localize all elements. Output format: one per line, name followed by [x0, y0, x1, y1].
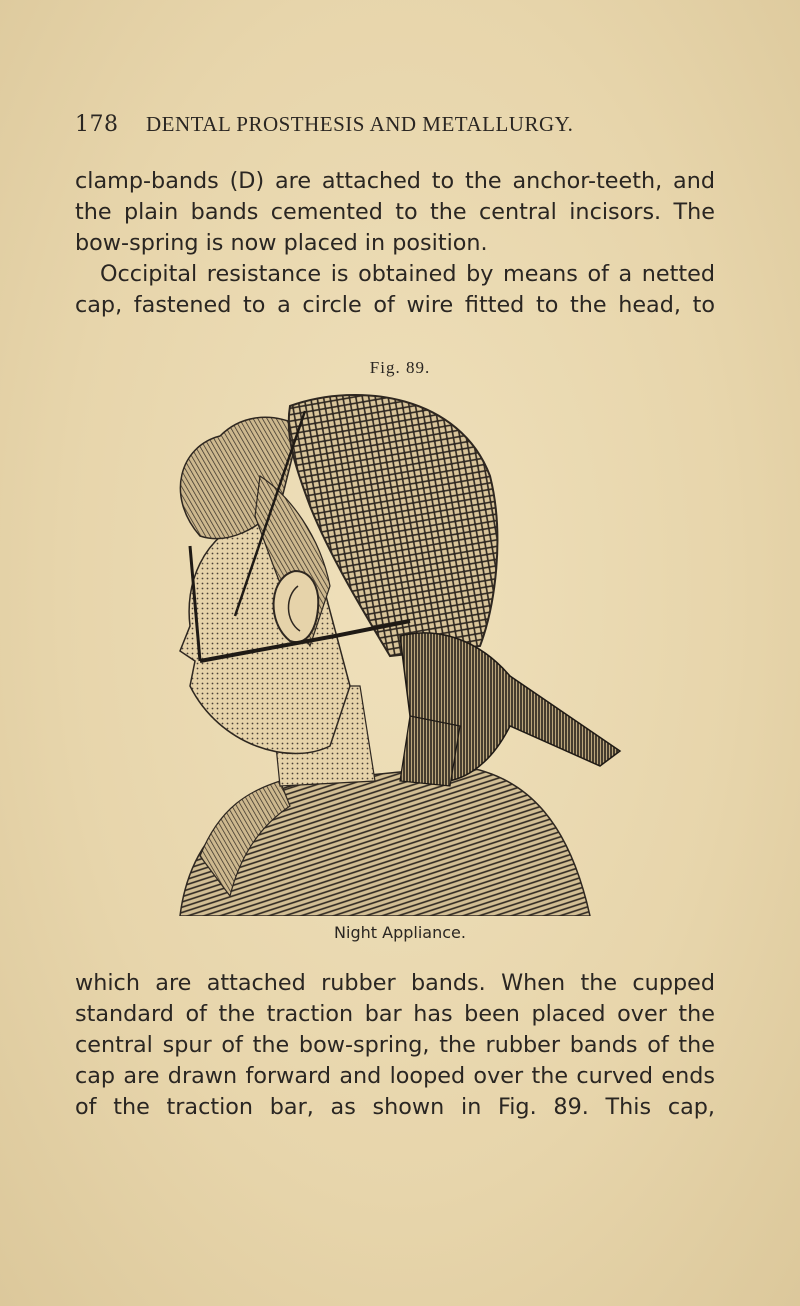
body-line: the plain bands cemented to the central incisors. The — [75, 199, 715, 225]
ear-shape — [274, 571, 319, 642]
running-title: DENTAL PROSTHESIS AND METALLURGY. — [146, 112, 574, 136]
face-shape — [180, 516, 350, 754]
running-header — [75, 112, 715, 137]
body-line: cap, fastened to a circle of wire fitted to the head, to — [75, 292, 715, 318]
body-line: which are attached rubber bands. When the cupped — [75, 970, 715, 996]
figure-label: Fig. 89. — [369, 358, 431, 377]
body-line: standard of the traction bar has been placed over the — [75, 1001, 715, 1027]
body-line: Occipital resistance is obtained by means of a netted — [100, 261, 715, 287]
body-line: central spur of the bow-spring, the rubber bands of the — [75, 1032, 715, 1058]
page-number: 178 — [75, 112, 119, 137]
night-appliance-illustration — [160, 386, 630, 916]
body-line: of the traction bar, as shown in Fig. 89. This cap, — [75, 1094, 715, 1120]
body-line: bow-spring is now placed in position. — [75, 230, 488, 256]
body-line: clamp-bands (D) are attached to the anchor-teeth, and — [75, 168, 715, 194]
figure-caption: Night Appliance. — [334, 923, 466, 942]
body-line: cap are drawn forward and looped over the curved ends — [75, 1063, 715, 1089]
